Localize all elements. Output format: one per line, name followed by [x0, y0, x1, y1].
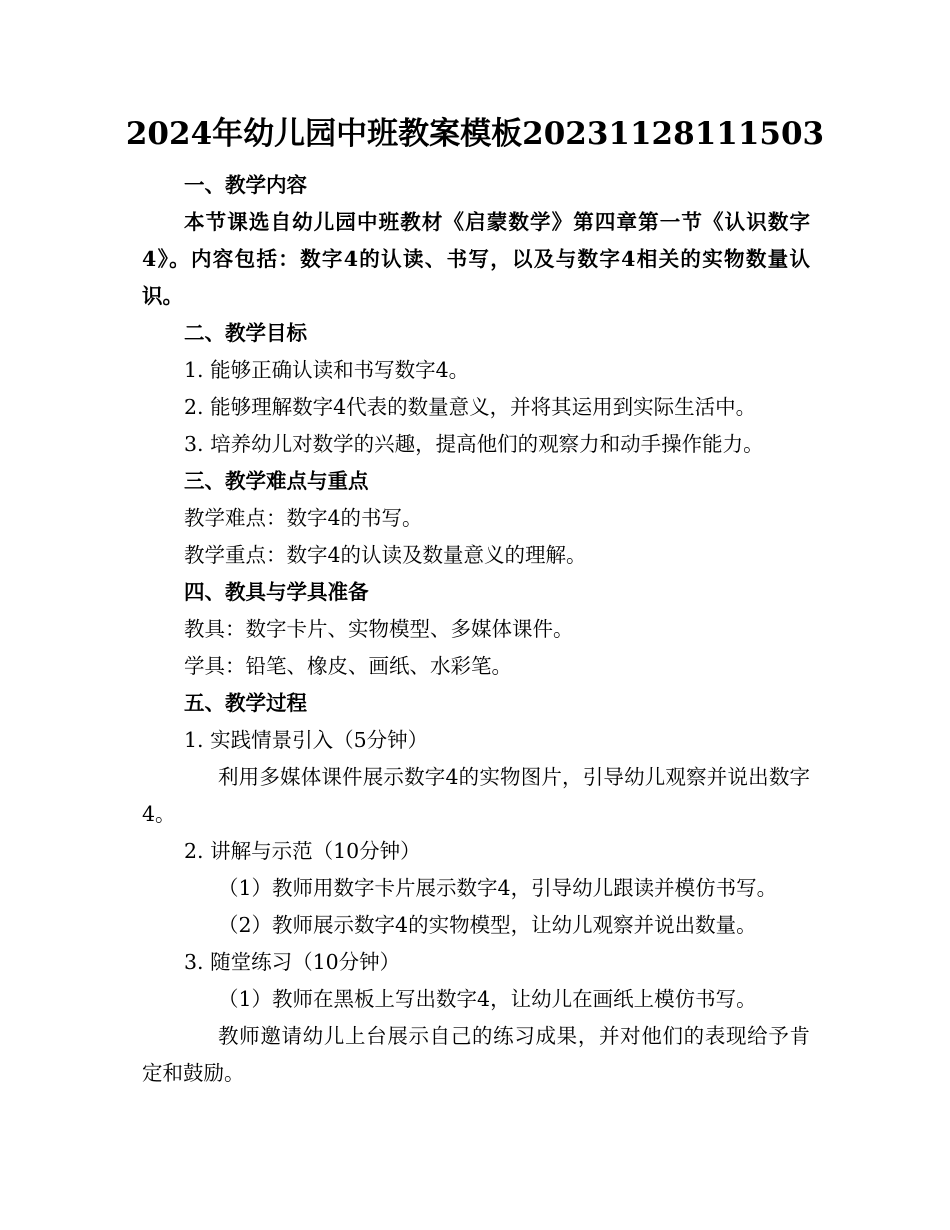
goal-item-3: 3. 培养幼儿对数学的兴趣，提高他们的观察力和动手操作能力。	[184, 432, 764, 456]
process-step-2-title: 2. 讲解与示范（10分钟）	[184, 839, 421, 863]
section-heading-teaching-content: 一、教学内容	[184, 173, 307, 197]
document-title: 2024年幼儿园中班教案模板20231128111503	[125, 116, 825, 152]
teaching-key-point: 教学重点：数字4的认读及数量意义的理解。	[184, 543, 587, 567]
process-step-3-item-1: （1）教师在黑板上写出数字4，让幼儿在画纸上模仿书写。	[218, 987, 757, 1011]
goal-item-2: 2. 能够理解数字4代表的数量意义，并将其运用到实际生活中。	[184, 395, 757, 419]
teaching-difficulty: 教学难点：数字4的书写。	[184, 506, 423, 530]
process-step-2-item-2: （2）教师展示数字4的实物模型，让幼儿观察并说出数量。	[218, 913, 757, 937]
section-heading-teaching-goals: 二、教学目标	[184, 321, 307, 345]
teacher-tools: 教具：数字卡片、实物模型、多媒体课件。	[184, 617, 574, 641]
document-body	[142, 167, 810, 1092]
process-step-3-text: 教师邀请幼儿上台展示自己的练习成果，并对他们的表现给予肯定和鼓励。	[142, 1024, 810, 1085]
section-heading-difficulty-key: 三、教学难点与重点	[184, 469, 369, 493]
process-step-2-item-1: （1）教师用数字卡片展示数字4，引导幼儿跟读并模仿书写。	[218, 876, 778, 900]
process-step-1-text: 利用多媒体课件展示数字4的实物图片，引导幼儿观察并说出数字4。	[142, 765, 810, 826]
process-step-3-title: 3. 随堂练习（10分钟）	[184, 950, 401, 974]
section-heading-teaching-process: 五、教学过程	[184, 691, 307, 715]
process-step-1-title: 1. 实践情景引入（5分钟）	[184, 728, 429, 752]
teaching-content-paragraph: 本节课选自幼儿园中班教材《启蒙数学》第四章第一节《认识数字4》。内容包括：数字4的认读、书写，以及与数字4相关的实物数量认识。	[142, 210, 810, 308]
section-heading-materials: 四、教具与学具准备	[184, 580, 369, 604]
goal-item-1: 1. 能够正确认读和书写数字4。	[184, 358, 470, 382]
student-tools: 学具：铅笔、橡皮、画纸、水彩笔。	[184, 654, 512, 678]
